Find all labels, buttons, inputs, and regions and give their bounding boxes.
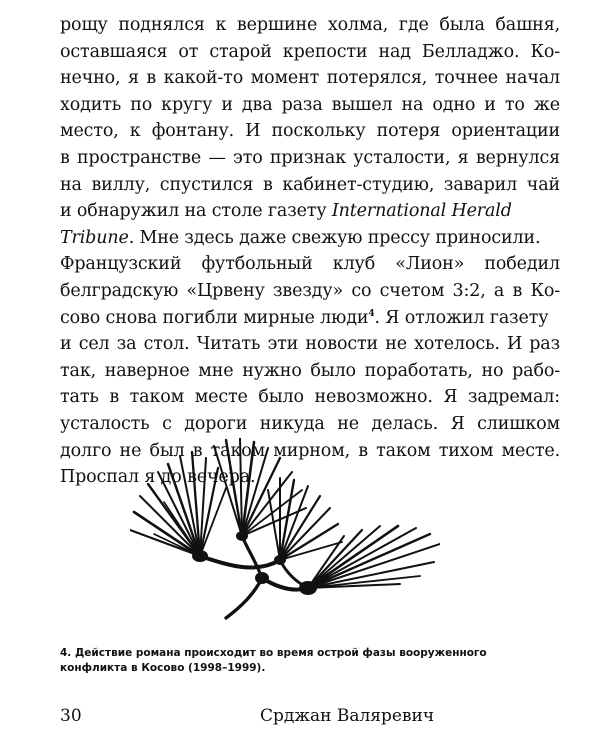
page-footer [60, 706, 560, 730]
text-line: Французский футбольный клуб «Лион» победил [60, 254, 560, 275]
text-line: тать в таком месте было невозможно. Я задремал: [60, 387, 560, 408]
newspaper-title: Tribune [60, 227, 129, 248]
text-segment: . Я отложил газету [374, 307, 549, 328]
text-line: так, наверное мне нужно было поработать, но рабо- [60, 360, 560, 381]
footnote [60, 646, 487, 676]
ink-plant-illustration [130, 438, 440, 620]
text-line: ходить по кругу и два раза вышел на одно и то же [60, 94, 560, 115]
text-line: Проспал я до вечера. [60, 467, 256, 488]
text-line [60, 305, 560, 332]
text-line: рощу поднялся к вершине холма, где была башня, [60, 15, 560, 35]
footnote-line: 4. Действие романа происходит во время острой фазы вооруженного [60, 647, 487, 659]
text-line: белградскую «Црвену звезду» со счетом 3:2, а в Ко- [60, 280, 560, 301]
newspaper-title: International Herald [331, 201, 512, 222]
text-line: нечно, я в какой-то момент потерялся, точнее начал [60, 68, 560, 89]
running-head-author: Срджан Валяревич [260, 706, 435, 726]
text-line: усталость с дороги никуда не делась. Я слишком [60, 413, 560, 434]
text-line: в пространстве — это признак усталости, я вернулся [60, 147, 560, 168]
text-segment: . Мне здесь даже свежую прессу приносили. [128, 227, 541, 248]
text-segment: сово снова погибли мирные люди [60, 307, 369, 328]
footnote-marker: 4 [368, 308, 375, 319]
text-line: оставшаяся от старой крепости над Белладжо. Ко- [60, 41, 560, 62]
text-line [60, 225, 560, 252]
page-number: 30 [60, 706, 82, 726]
body-text [60, 12, 560, 491]
text-line: и сел за стол. Читать эти новости не хотелось. И раз [60, 334, 560, 355]
text-line: место, к фонтану. И поскольку потеря ориентации [60, 121, 560, 142]
text-line: на виллу, спустился в кабинет-студию, заварил чай [60, 174, 560, 195]
footnote-line: конфликта в Косово (1998–1999). [60, 662, 266, 674]
text-line: долго не был в таком мирном, в таком тихом месте. [60, 440, 560, 461]
text-line [60, 198, 560, 225]
text-segment: и обнаружил на столе газету [60, 201, 332, 222]
